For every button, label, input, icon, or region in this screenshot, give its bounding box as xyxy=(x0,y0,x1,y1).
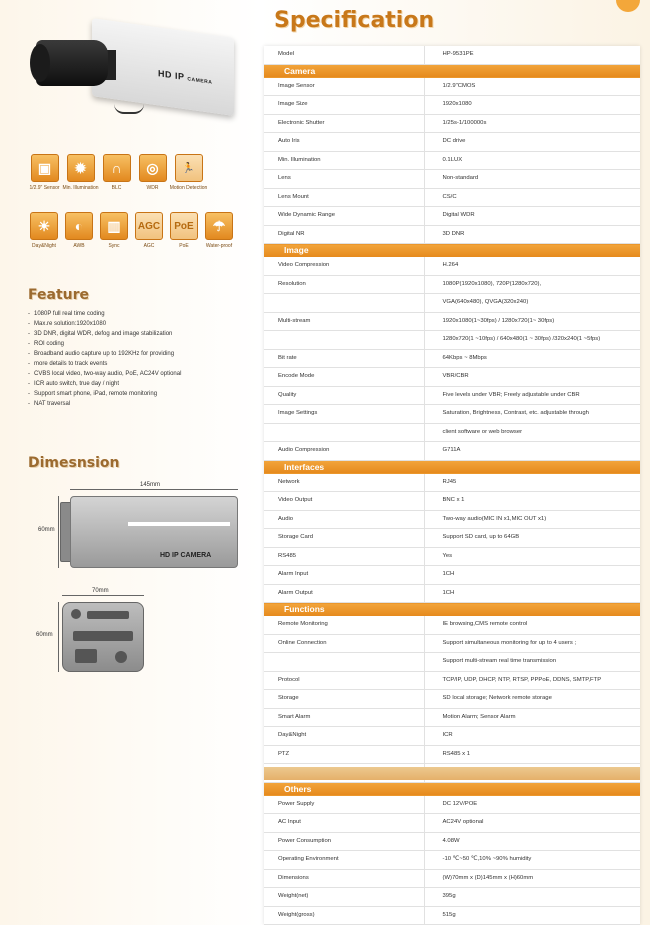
spec-key: Resolution xyxy=(264,275,424,294)
spec-row xyxy=(264,442,640,461)
spec-value: 4.08W xyxy=(424,832,640,851)
spec-section-title: Others xyxy=(264,782,640,796)
spec-row xyxy=(264,188,640,207)
spec-row xyxy=(264,906,640,925)
spec-row xyxy=(264,529,640,548)
spec-key: Lens Mount xyxy=(264,188,424,207)
spec-row xyxy=(264,653,640,672)
spec-key: Image Sensor xyxy=(264,78,424,96)
spec-key: Image Size xyxy=(264,96,424,115)
spec-value: DC 12V/POE xyxy=(424,796,640,814)
spec-value: 1/2.9"CMOS xyxy=(424,78,640,96)
spec-row xyxy=(264,634,640,653)
feature-list xyxy=(28,309,258,409)
feature-icon-item xyxy=(135,212,163,249)
dimension-title: Dimesnsion xyxy=(28,455,120,471)
wdr-icon: ◎ xyxy=(139,154,167,182)
spec-row xyxy=(264,96,640,115)
spec-row xyxy=(264,349,640,368)
spec-row xyxy=(264,796,640,814)
feature-icon-label: Motion Detection xyxy=(169,185,208,191)
camera-lens xyxy=(36,40,108,86)
feature-icon-label: WDR xyxy=(146,185,159,191)
camera-cable xyxy=(114,102,144,114)
spec-key: Digital NR xyxy=(264,225,424,244)
spec-value: 3D DNR xyxy=(424,225,640,244)
feature-icon-item xyxy=(65,212,93,249)
feature-icon-label: Day&Night xyxy=(32,243,56,249)
feature-icon-item xyxy=(30,212,58,249)
sensor-icon: ▣ xyxy=(31,154,59,182)
feature-icon-item xyxy=(62,154,99,191)
spec-row xyxy=(264,78,640,96)
spec-row xyxy=(264,690,640,709)
spec-value: (W)70mm x (D)145mm x (H)60mm xyxy=(424,869,640,888)
spec-key: RS485 xyxy=(264,547,424,566)
spec-key: Min. Illumination xyxy=(264,151,424,170)
spec-row xyxy=(264,869,640,888)
spec-key: Bit rate xyxy=(264,349,424,368)
spec-value: G711A xyxy=(424,442,640,461)
spec-key xyxy=(264,423,424,442)
spec-key: Multi-stream xyxy=(264,312,424,331)
feature-icon-item xyxy=(102,154,131,191)
spec-value: client software or web browser xyxy=(424,423,640,442)
spec-key: AC Input xyxy=(264,814,424,833)
spec-section-header xyxy=(264,244,640,258)
spec-row xyxy=(264,814,640,833)
camera-side-stripe xyxy=(128,522,230,526)
awb-icon: ◐ xyxy=(65,212,93,240)
feature-list-item: - 3D DNR, digital WDR, defog and image stabilization xyxy=(28,329,258,339)
blc-icon: ∩ xyxy=(103,154,131,182)
feature-icon-label: Sync xyxy=(108,243,120,249)
feature-icon-label: BLC xyxy=(111,185,122,191)
spec-value: Motion Alarm; Sensor Alarm xyxy=(424,708,640,727)
spec-key xyxy=(264,294,424,313)
spec-key: Image Settings xyxy=(264,405,424,424)
camera-side-view xyxy=(70,496,238,568)
spec-value: ICR xyxy=(424,727,640,746)
spec-key xyxy=(264,331,424,350)
spec-key: Network xyxy=(264,474,424,492)
width-dimension-line xyxy=(70,489,238,490)
spec-key: Audio Compression xyxy=(264,442,424,461)
poe-icon: PoE xyxy=(170,212,198,240)
spec-value: 1920x1080(1~30fps) / 1280x720(1~ 30fps) xyxy=(424,312,640,331)
spec-row xyxy=(264,745,640,764)
feature-list-item: - CVBS local video, two-way audio, PoE, AC24V optional xyxy=(28,369,258,379)
spec-value: 1920x1080 xyxy=(424,96,640,115)
spec-value: VBR/CBR xyxy=(424,368,640,387)
spec-row xyxy=(264,708,640,727)
spec-row xyxy=(264,133,640,152)
spec-key: Video Compression xyxy=(264,257,424,275)
product-panel xyxy=(0,0,262,780)
spec-value: BNC x 1 xyxy=(424,492,640,511)
spec-row xyxy=(264,727,640,746)
feature-icon-label: 1/2.9" Sensor xyxy=(29,185,60,191)
spec-key: Quality xyxy=(264,386,424,405)
spec-row xyxy=(264,331,640,350)
feature-icon-item xyxy=(30,154,59,191)
spec-key: Storage Card xyxy=(264,529,424,548)
camera-logo-sub: CAMERA xyxy=(187,76,213,86)
spec-key: Auto Iris xyxy=(264,133,424,152)
spec-key: Online Connection xyxy=(264,634,424,653)
spec-value: TCP/IP, UDP, DHCP, NTP, RTSP, PPPoE, DDNS, SMTP,FTP xyxy=(424,671,640,690)
side-width-label: 145mm xyxy=(140,482,161,488)
feature-list-item: - ROI coding xyxy=(28,339,258,349)
spec-key: Encode Mode xyxy=(264,368,424,387)
feature-icons-row-2 xyxy=(30,212,233,249)
spec-row xyxy=(264,405,640,424)
spec-key: Lens xyxy=(264,170,424,189)
spec-value: DC drive xyxy=(424,133,640,152)
feature-list-item: - Support smart phone, iPad, remote monitoring xyxy=(28,389,258,399)
back-height-line xyxy=(58,602,59,672)
spec-value: Five levels under VBR; Freely adjustable under CBR xyxy=(424,386,640,405)
camera-side-logo: HD IP CAMERA xyxy=(160,552,212,559)
back-width-label: 70mm xyxy=(92,588,109,594)
side-height-label: 60mm xyxy=(38,527,55,533)
spec-section-title: Functions xyxy=(264,603,640,617)
spec-value: RS485 x 1 xyxy=(424,745,640,764)
feature-icon-item xyxy=(170,212,198,249)
spec-value: Non-standard xyxy=(424,170,640,189)
spec-value: H.264 xyxy=(424,257,640,275)
bottom-bar xyxy=(264,767,640,780)
day-night-icon: ☀ xyxy=(30,212,58,240)
feature-list-item: - ICR auto switch, true day / night xyxy=(28,379,258,389)
spec-row xyxy=(264,294,640,313)
spec-value: 395g xyxy=(424,888,640,907)
back-port-power xyxy=(115,651,127,663)
spec-key: Wide Dynamic Range xyxy=(264,207,424,226)
spec-value: 64Kbps ~ 8Mbps xyxy=(424,349,640,368)
spec-section-header xyxy=(264,603,640,617)
motion-icon: 🏃 xyxy=(175,154,203,182)
spec-key: Power Consumption xyxy=(264,832,424,851)
spec-value: 1/25s-1/100000s xyxy=(424,114,640,133)
spec-row xyxy=(264,851,640,870)
spec-value: HP-9531PE xyxy=(424,46,640,64)
spec-row xyxy=(264,170,640,189)
spec-row xyxy=(264,566,640,585)
feature-list-item: - more details to track events xyxy=(28,359,258,369)
feature-icon-item xyxy=(205,212,233,249)
feature-icons-row-1 xyxy=(30,154,230,191)
spec-key: Protocol xyxy=(264,671,424,690)
spec-value: 515g xyxy=(424,906,640,925)
spec-section-title: Image xyxy=(264,244,640,258)
spec-value: Digital WDR xyxy=(424,207,640,226)
feature-icon-item xyxy=(169,154,208,191)
feature-icon-label: AWB xyxy=(73,243,85,249)
spec-value: CS/C xyxy=(424,188,640,207)
camera-back-view xyxy=(62,602,144,672)
spec-key: Alarm Input xyxy=(264,566,424,585)
spec-row xyxy=(264,312,640,331)
spec-key: Alarm Output xyxy=(264,584,424,603)
spec-value: VGA(640x480), QVGA(320x240) xyxy=(424,294,640,313)
back-width-line xyxy=(62,595,144,596)
feature-icon-label: Min. Illumination xyxy=(62,185,99,191)
spec-key: Audio xyxy=(264,510,424,529)
spec-value: Support simultaneous monitoring for up to 4 users ; xyxy=(424,634,640,653)
spec-row xyxy=(264,257,640,275)
waterproof-icon: ☂ xyxy=(205,212,233,240)
spec-key xyxy=(264,653,424,672)
feature-icon-item xyxy=(138,154,167,191)
dimension-drawing xyxy=(28,480,258,720)
spec-key: PTZ xyxy=(264,745,424,764)
spec-row xyxy=(264,386,640,405)
back-port-strip xyxy=(73,631,133,641)
spec-row xyxy=(264,547,640,566)
spec-key: Day&Night xyxy=(264,727,424,746)
spec-section-header xyxy=(264,460,640,474)
feature-icon-item xyxy=(100,212,128,249)
spec-value: 0.1LUX xyxy=(424,151,640,170)
spec-section-header xyxy=(264,64,640,78)
spec-value: Two-way audio(MIC IN x1,MIC OUT x1) xyxy=(424,510,640,529)
spec-value: -10 ℃~50 ℃,10% ~90% humidity xyxy=(424,851,640,870)
back-port-terminal xyxy=(87,611,129,619)
spec-value: RJ45 xyxy=(424,474,640,492)
spec-key: Weight(net) xyxy=(264,888,424,907)
spec-value: Yes xyxy=(424,547,640,566)
camera-product-image xyxy=(30,14,240,119)
spec-value: IE browsing,CMS remote control xyxy=(424,616,640,634)
spec-value: AC24V optional xyxy=(424,814,640,833)
specification-title: Specification xyxy=(274,8,435,33)
spec-row xyxy=(264,151,640,170)
spec-key: Smart Alarm xyxy=(264,708,424,727)
sync-icon: ▥ xyxy=(100,212,128,240)
spec-row xyxy=(264,423,640,442)
spec-section-title: Camera xyxy=(264,64,640,78)
back-port-bnc xyxy=(71,609,81,619)
spec-section-header xyxy=(264,782,640,796)
spec-key: Electronic Shutter xyxy=(264,114,424,133)
spec-value: Saturation, Brightness, Contrast, etc. adjustable through xyxy=(424,405,640,424)
specification-panel xyxy=(262,0,650,918)
spec-row xyxy=(264,832,640,851)
spec-row xyxy=(264,368,640,387)
agc-icon: AGC xyxy=(135,212,163,240)
spec-value: 1CH xyxy=(424,566,640,585)
spec-key: Weight(gross) xyxy=(264,906,424,925)
spec-row xyxy=(264,225,640,244)
specification-table xyxy=(264,46,640,925)
feature-icon-label: Water-proof xyxy=(205,243,233,249)
spec-key: Storage xyxy=(264,690,424,709)
spec-value: Support multi-stream real time transmission xyxy=(424,653,640,672)
spec-row xyxy=(264,510,640,529)
bulb-icon: ✹ xyxy=(67,154,95,182)
height-dimension-line xyxy=(58,496,59,568)
spec-key: Dimensions xyxy=(264,869,424,888)
spec-row xyxy=(264,671,640,690)
spec-row xyxy=(264,492,640,511)
spec-row xyxy=(264,584,640,603)
spec-key: Remote Monitoring xyxy=(264,616,424,634)
feature-title: Feature xyxy=(28,287,89,303)
spec-row xyxy=(264,616,640,634)
spec-key: Video Output xyxy=(264,492,424,511)
spec-value: 1CH xyxy=(424,584,640,603)
spec-value: SD local storage; Network remote storage xyxy=(424,690,640,709)
spec-key: Power Supply xyxy=(264,796,424,814)
back-port-rj45 xyxy=(75,649,97,663)
feature-list-item: - 1080P full real time coding xyxy=(28,309,258,319)
spec-row xyxy=(264,888,640,907)
feature-list-item: - Broadband audio capture up to 192KHz for providing xyxy=(28,349,258,359)
camera-logo-main: HD IP xyxy=(158,68,185,82)
feature-icon-label: AGC xyxy=(143,243,155,249)
spec-row xyxy=(264,207,640,226)
feature-list-item: - NAT traversal xyxy=(28,399,258,409)
spec-row-model xyxy=(264,46,640,64)
spec-value: 1280x720(1 ~10fps) / 640x480(1 ~ 30fps) /320x240(1 ~5fps) xyxy=(424,331,640,350)
spec-section-title: Interfaces xyxy=(264,460,640,474)
spec-key: Model xyxy=(264,46,424,64)
spec-row xyxy=(264,114,640,133)
back-height-label: 60mm xyxy=(36,632,53,638)
spec-key: Operating Environment xyxy=(264,851,424,870)
spec-value: 1080P(1920x1080), 720P(1280x720), xyxy=(424,275,640,294)
feature-list-item: - Max.re solution:1920x1080 xyxy=(28,319,258,329)
feature-icon-label: PoE xyxy=(179,243,189,249)
spec-value: Support SD card, up to 64GB xyxy=(424,529,640,548)
spec-row xyxy=(264,474,640,492)
spec-row xyxy=(264,275,640,294)
corner-decoration xyxy=(616,0,640,12)
